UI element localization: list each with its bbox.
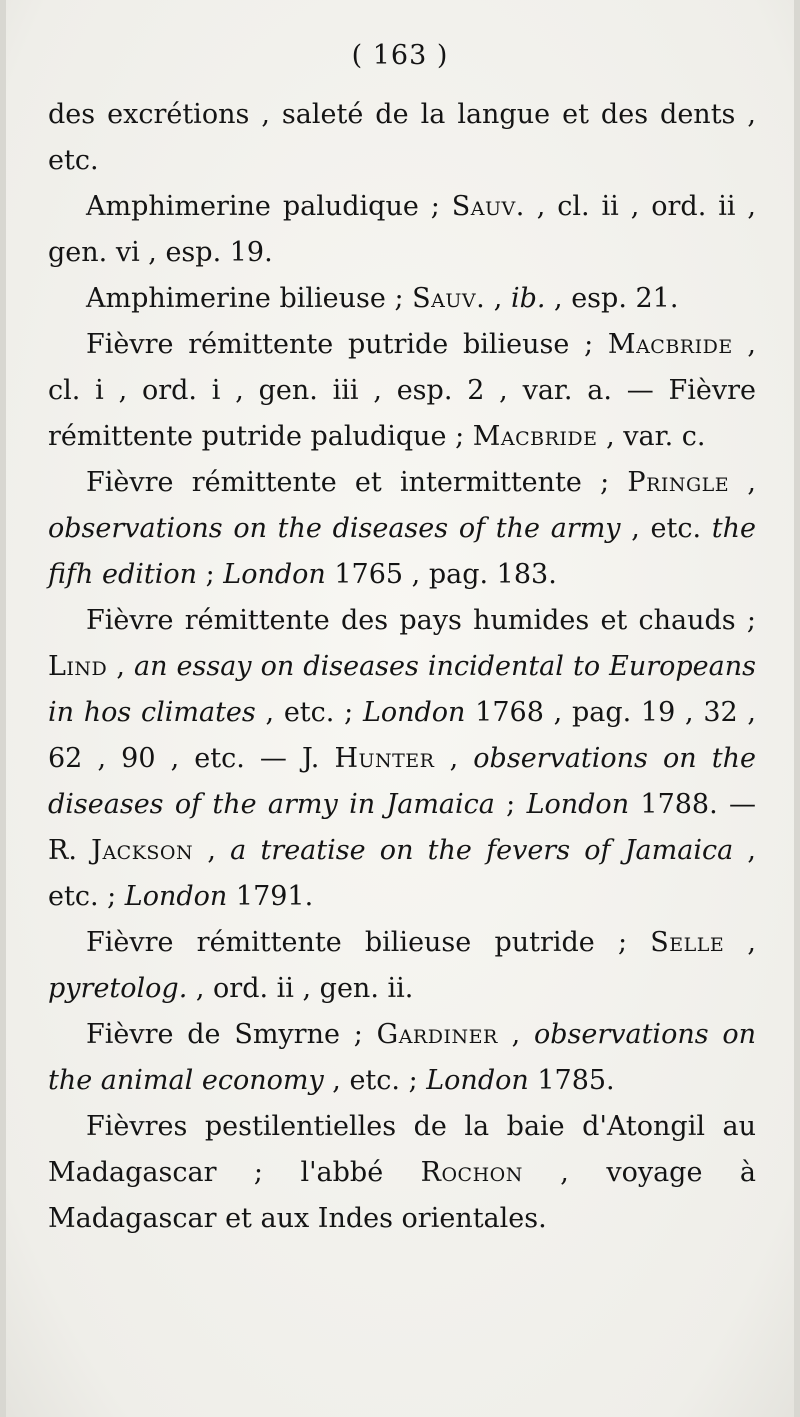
text-run: , etc. ; [48, 835, 757, 912]
italic-title: London [526, 789, 630, 820]
body-text [48, 92, 756, 1242]
author-name: Gardiner [376, 1019, 498, 1050]
page-number: ( 163 ) [351, 40, 449, 71]
text-run: , cl. i , ord. i , gen. iii , esp. 2 , var. a. — Fièvre rémittente putride paludique ; [48, 329, 757, 452]
text-run: ; [197, 559, 224, 590]
text-run: , ord. ii , gen. ii. [187, 973, 414, 1004]
text-run: , etc. [620, 513, 712, 544]
italic-title: observations on the diseases of the army [48, 513, 621, 544]
text-run: 1765 , pag. 183. [325, 559, 557, 590]
text-run: , esp. 21. [545, 283, 679, 314]
author-name: Hunter [334, 743, 435, 774]
italic-title: London [426, 1065, 529, 1096]
text-run: , [434, 743, 474, 774]
paragraph [48, 322, 756, 460]
text-run: 1791. [227, 881, 314, 912]
text-run: , etc. ; [255, 697, 363, 728]
author-name: Sauv. [451, 191, 525, 222]
text-run: , cl. ii , ord. ii , gen. vi , esp. 19. [48, 191, 756, 268]
italic-title: London [124, 881, 228, 912]
italic-title: a treatise on the fevers of Jamaica [230, 835, 734, 866]
text-run: Amphimerine paludique ; [86, 191, 452, 222]
text-run: , var. c. [597, 421, 706, 452]
italic-title: London [223, 559, 326, 590]
paragraph [48, 1104, 756, 1242]
text-run: ; [494, 789, 527, 820]
page-right-edge [794, 0, 800, 1417]
italic-title: an essay on diseases incidental to Europeans in hos climates [48, 651, 756, 728]
italic-title: London [362, 697, 466, 728]
text-run: , [485, 283, 511, 314]
text-run: des excrétions , saleté de la langue et des dents , etc. [48, 99, 756, 176]
text-run: , [724, 927, 757, 958]
page-left-edge [0, 0, 6, 1417]
text-run: Fièvres pestilentielles de la baie d'Atongil au Madagascar ; l'abbé [48, 1111, 756, 1188]
text-run: Amphimerine bilieuse ; [86, 283, 413, 314]
text-run: , voyage à Madagascar et aux Indes orientales. [48, 1157, 756, 1234]
author-name: Lind [48, 651, 108, 682]
text-run: Fièvre rémittente des pays humides et chauds ; [86, 605, 756, 636]
author-name: Macbride [607, 329, 733, 360]
text-run: , etc. ; [323, 1065, 427, 1096]
author-name: Sauv. [412, 283, 486, 314]
author-name: Selle [650, 927, 725, 958]
paragraph [48, 92, 756, 184]
italic-title: the fifh edition [48, 513, 756, 590]
text-run: , [193, 835, 231, 866]
paragraph [48, 920, 756, 1012]
text-run: , [497, 1019, 534, 1050]
text-run: 1768 , pag. 19 , 32 , 62 , 90 , etc. — J. [48, 697, 757, 774]
paragraph [48, 460, 756, 598]
text-run: Fièvre de Smyrne ; [86, 1019, 377, 1050]
author-name: Pringle [627, 467, 730, 498]
text-run: 1788. — R. [48, 789, 756, 866]
author-name: Macbride [472, 421, 598, 452]
author-name: Rochon [420, 1157, 523, 1188]
text-run: , [729, 467, 756, 498]
text-run: Fièvre rémittente et intermittente ; [86, 467, 628, 498]
text-run: , [107, 651, 134, 682]
italic-title: observations on the animal economy [48, 1019, 757, 1096]
italic-title: observations on the diseases of the army in Jamaica [48, 743, 756, 820]
text-run: 1785. [528, 1065, 615, 1096]
author-name: Jackson [91, 835, 194, 866]
italic-title: pyretolog. [48, 973, 188, 1004]
text-run: Fièvre rémittente bilieuse putride ; [86, 927, 651, 958]
paragraph [48, 184, 756, 276]
italic-title: ib. [510, 283, 546, 314]
paragraph [48, 276, 756, 322]
paragraph [48, 1012, 756, 1104]
paragraph [48, 598, 756, 920]
text-run: Fièvre rémittente putride bilieuse ; [86, 329, 608, 360]
